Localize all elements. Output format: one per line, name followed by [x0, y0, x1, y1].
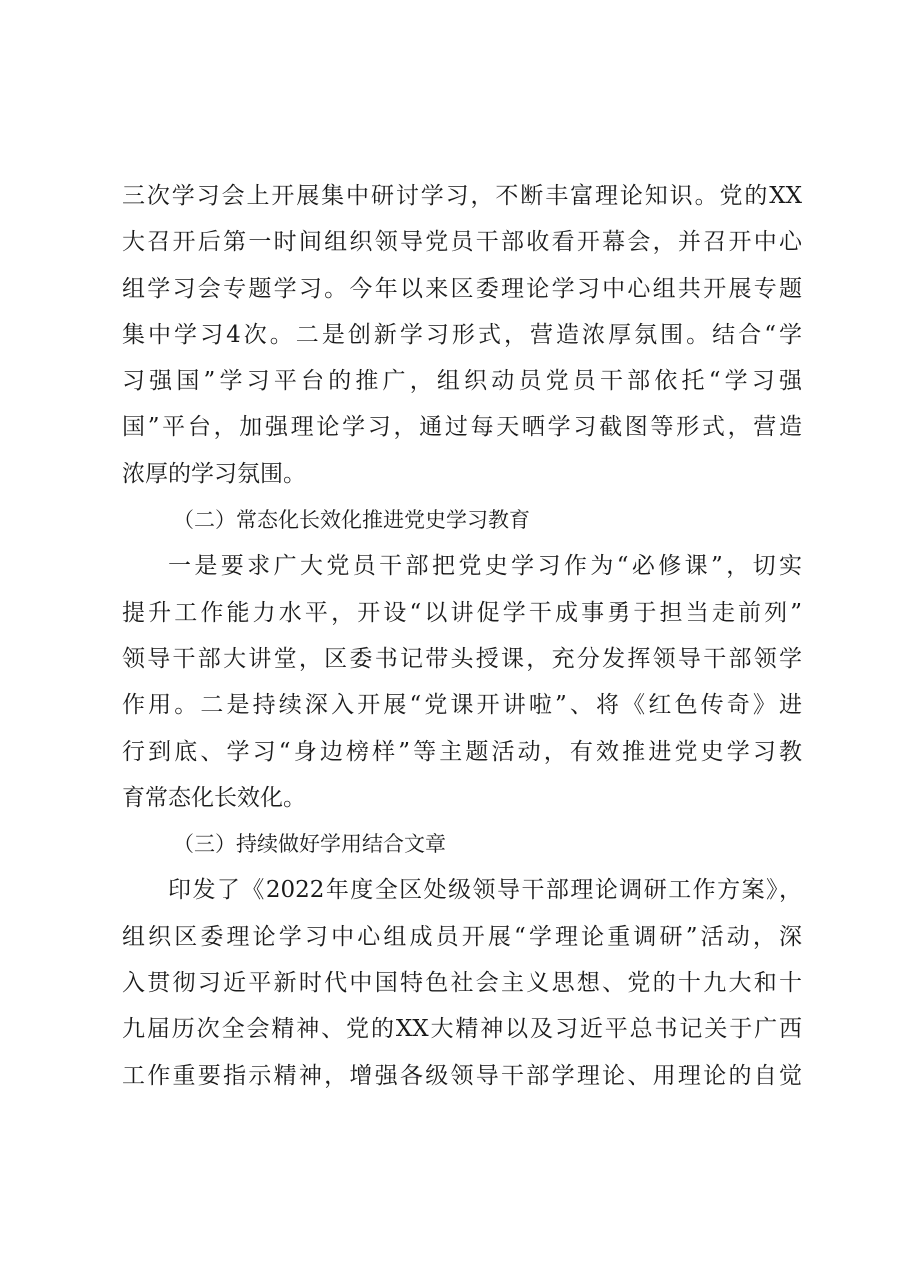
paragraph-line: 大召开后第一时间组织领导党员干部收看开幕会，并召开中心	[122, 229, 802, 256]
paragraph-line: 组学习会专题学习。今年以来区委理论学习中心组共开展专题	[122, 275, 802, 302]
paragraph-line: 集中学习4次。二是创新学习形式，营造浓厚氛围。结合“学	[122, 321, 802, 348]
paragraph-line: 作用。二是持续深入开展“党课开讲啦”、将《红色传奇》进	[122, 692, 802, 719]
paragraph-line: 入贯彻习近平新时代中国特色社会主义思想、党的十九大和十	[122, 970, 802, 997]
paragraph-line: 工作重要指示精神，增强各级领导干部学理论、用理论的自觉	[122, 1062, 802, 1089]
paragraph-line: 行到底、学习“身边榜样”等主题活动，有效推进党史学习教	[122, 738, 802, 765]
paragraph-line: 九届历次全会精神、党的XX大精神以及习近平总书记关于广西	[122, 1016, 802, 1043]
paragraph-line: 组织区委理论学习中心组成员开展“学理论重调研”活动，深	[122, 923, 802, 950]
paragraph-line: 领导干部大讲堂，区委书记带头授课，充分发挥领导干部领学	[122, 645, 802, 672]
paragraph-line: 印发了《2022年度全区处级领导干部理论调研工作方案》，	[168, 877, 802, 904]
paragraph-line: 国”平台，加强理论学习，通过每天晒学习截图等形式，营造	[122, 414, 802, 441]
paragraph-line: 提升工作能力水平，开设“以讲促学干成事勇于担当走前列”	[122, 599, 802, 626]
paragraph-line: 育常态化长效化。	[122, 784, 306, 811]
paragraph-line: 浓厚的学习氛围。	[122, 460, 306, 487]
section-heading-2: （二）常态化长效化推进党史学习教育	[173, 508, 530, 533]
document-body	[122, 173, 802, 1099]
paragraph-line: 三次学习会上开展集中研讨学习，不断丰富理论知识。党的XX	[122, 183, 802, 209]
paragraph-line: 习强国”学习平台的推广，组织动员党员干部依托“学习强	[122, 368, 802, 395]
paragraph-line: 一是要求广大党员干部把党史学习作为“必修课”，切实	[168, 553, 802, 580]
section-heading-3: （三）持续做好学用结合文章	[173, 832, 446, 857]
